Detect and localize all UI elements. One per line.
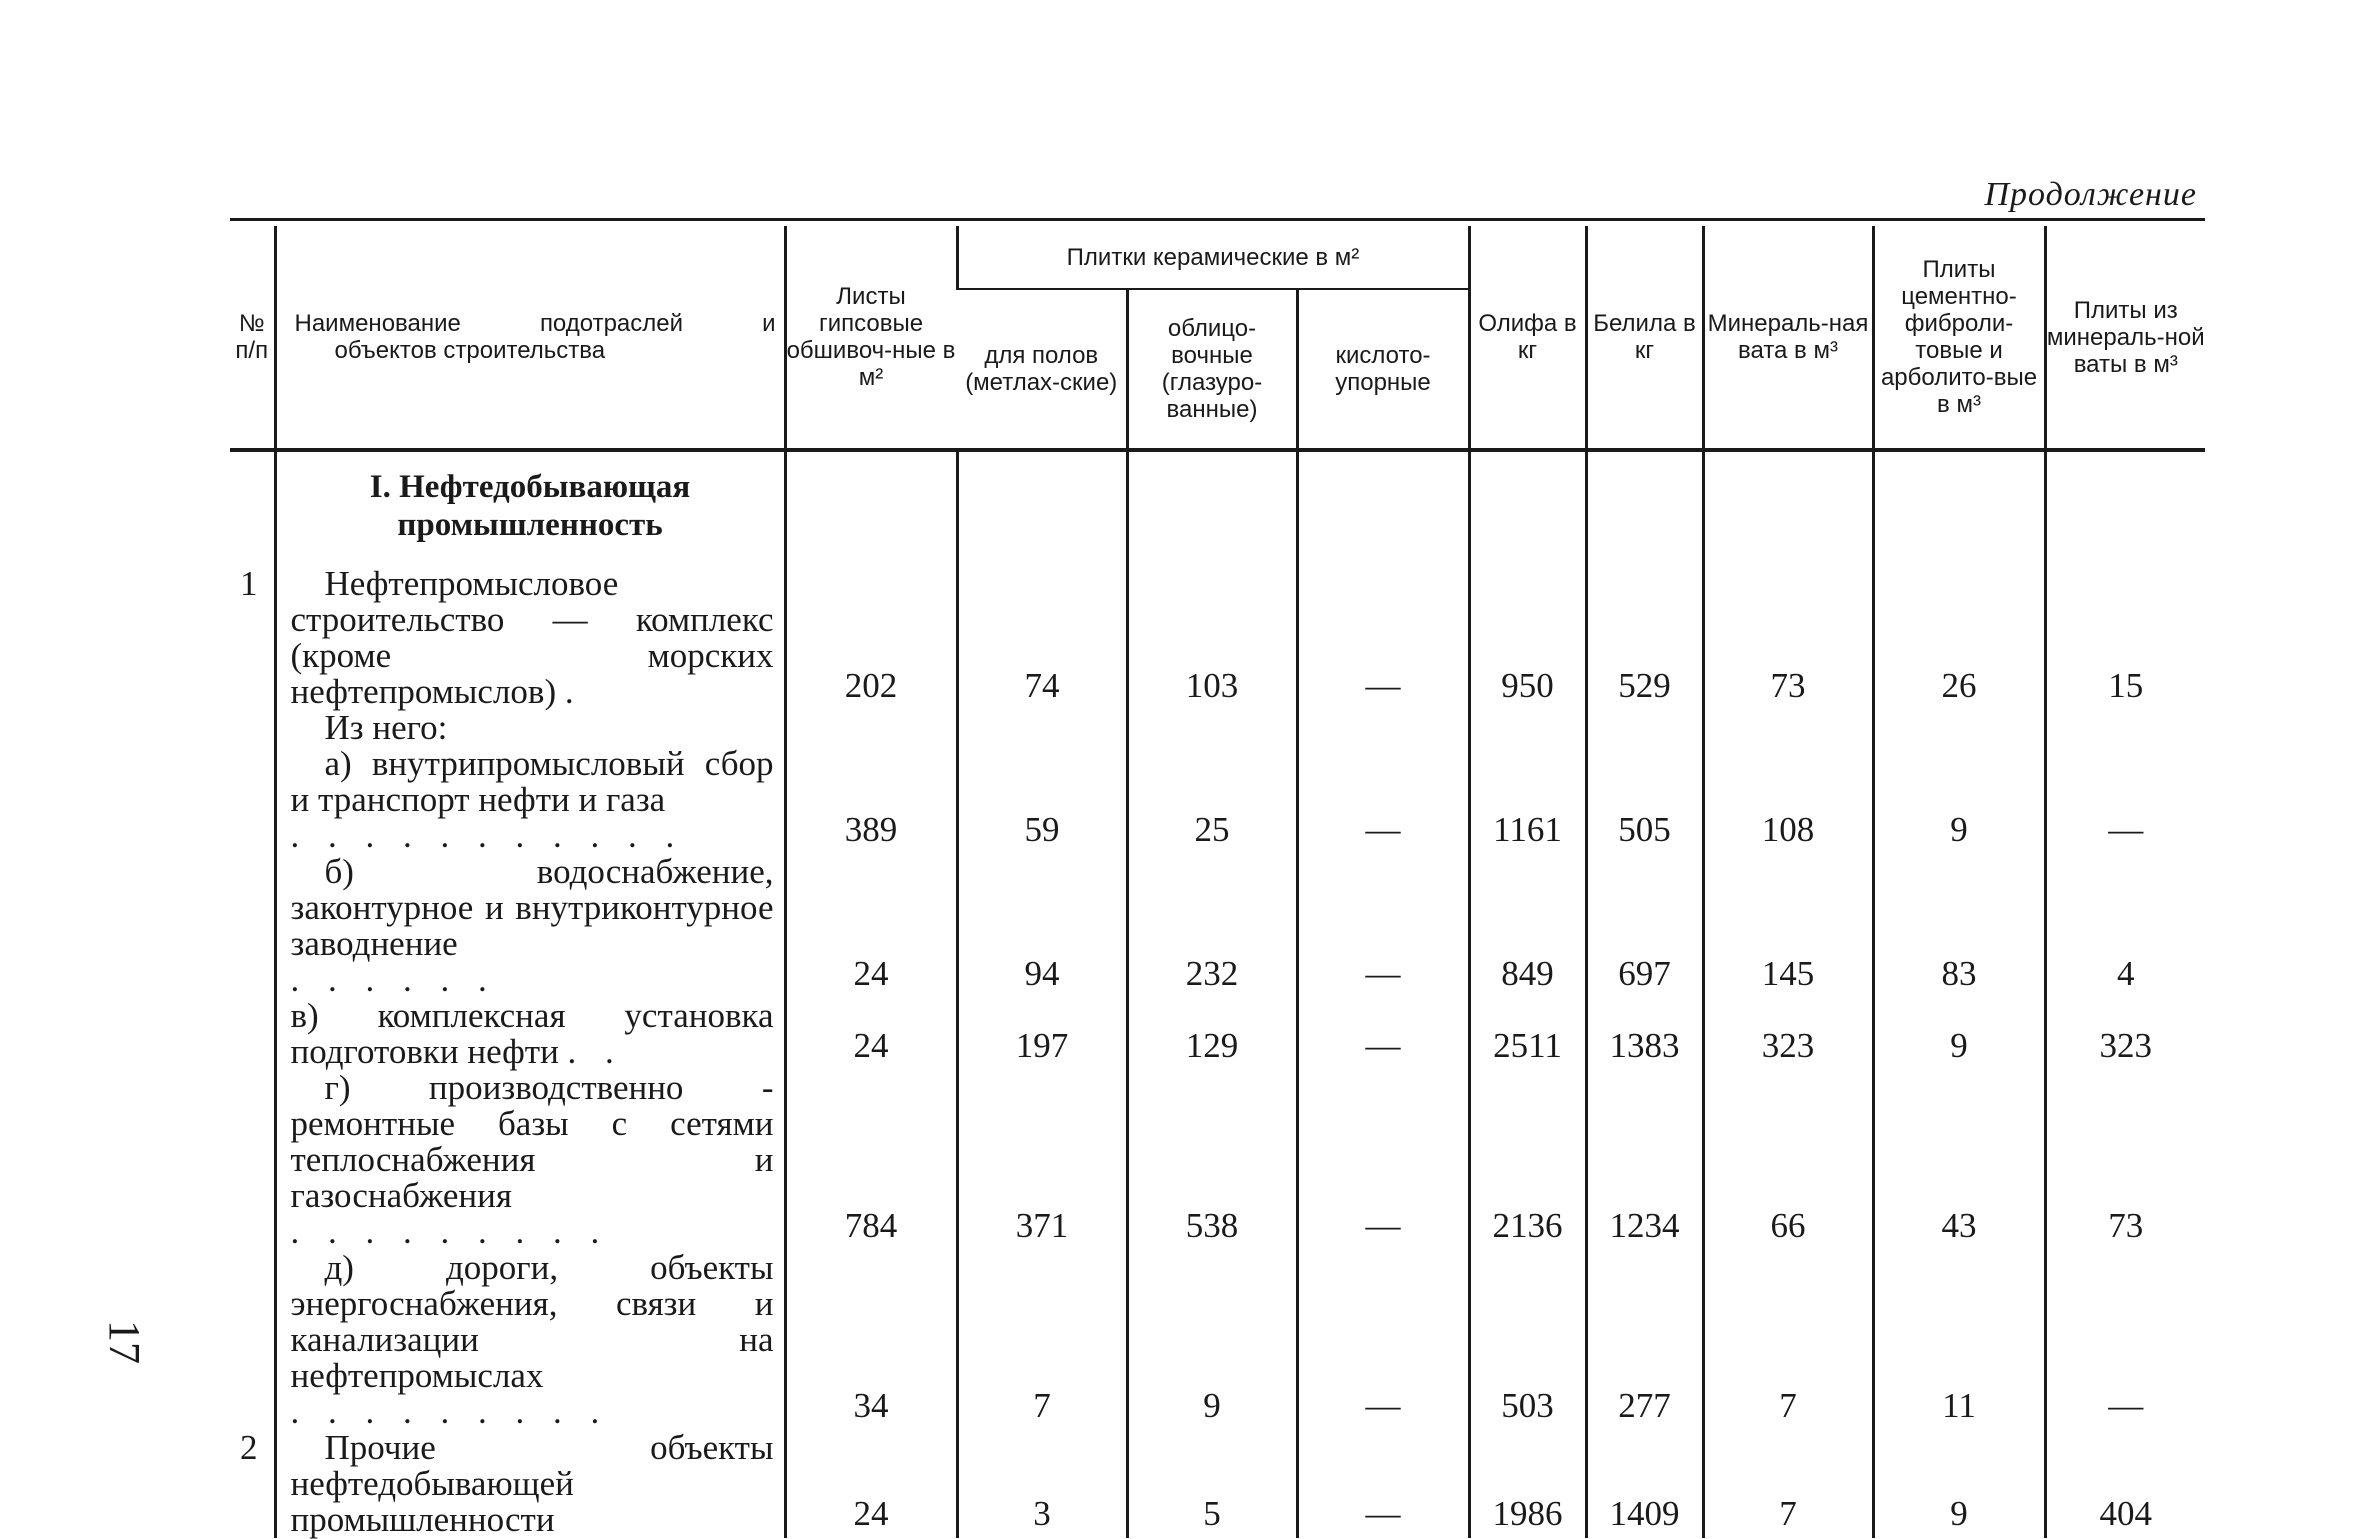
cell-gypsum: 202 [785,566,957,710]
cell-olifa: 1161 [1469,746,1586,854]
cell-gypsum: 24 [785,998,957,1070]
materials-table [230,226,2205,1538]
cell-facing: 129 [1127,998,1297,1070]
cell-acid: — [1297,1070,1469,1250]
header-acid: кислото-упорные [1297,289,1469,450]
cell-acid: — [1297,998,1469,1070]
header-name-part: Наименование [294,310,461,337]
header-gypsum: Листы гипсовые обшивоч-ные в м² [785,226,957,450]
cell-gypsum: 34 [785,1250,957,1430]
cell-cement: 9 [1873,746,2045,854]
cell-floor: 3 [957,1430,1127,1538]
cell-floor: 197 [957,998,1127,1070]
row-name [275,566,785,710]
cell-facing: 232 [1127,854,1297,998]
header-name-part: и [762,310,776,337]
cell-facing: 9 [1127,1250,1297,1430]
row-name-text: Прочие объекты нефтедобывающей промышленности [290,1428,774,1539]
cell-wool: 7 [1703,1430,1873,1538]
cell-white: 277 [1586,1250,1703,1430]
cell-acid: — [1297,1430,1469,1538]
cell-cement: 83 [1873,854,2045,998]
header-white: Белила в кг [1586,226,1703,450]
cell-olifa: 950 [1469,566,1586,710]
cell-wool: 145 [1703,854,1873,998]
top-rule [230,218,2205,221]
cell-gypsum: 24 [785,854,957,998]
cell-cement: 26 [1873,566,2045,710]
table-row [230,746,2205,854]
cell-facing: 5 [1127,1430,1297,1538]
header-cement: Плиты цементно-фиброли-товые и арболито-вые в м³ [1873,226,2045,450]
cell-acid: — [1297,854,1469,998]
row-number: 1 [240,564,258,603]
header-olifa: Олифа в кг [1469,226,1586,450]
header-wool: Минераль-ная вата в м³ [1703,226,1873,450]
table-row [230,710,2205,746]
cell-acid: — [1297,746,1469,854]
section-title: I. Нефтедобывающая промышленность [369,469,691,543]
table-row [230,998,2205,1070]
cell-gypsum: 24 [785,1430,957,1538]
leader-dots: . . [567,1032,624,1071]
row-extra-text: Из него: [324,708,448,747]
cell-floor: 94 [957,854,1127,998]
cell-floor: 7 [957,1250,1127,1430]
cell-cement: 9 [1873,1430,2045,1538]
cell-wool-plates: — [2045,746,2205,854]
leader-dots: . . . . . . . . . [290,1392,610,1431]
cell-wool-plates: 73 [2045,1070,2205,1250]
leader-dots: . . . . . . . . . [290,1212,610,1251]
cell-white: 1409 [1586,1430,1703,1538]
table-row [230,1250,2205,1430]
page-number: 17 [100,1320,149,1364]
cell-wool-plates: 15 [2045,566,2205,710]
cell-wool: 323 [1703,998,1873,1070]
row-number: 2 [240,1428,258,1467]
cell-white: 697 [1586,854,1703,998]
cell-facing: 25 [1127,746,1297,854]
cell-white: 1383 [1586,998,1703,1070]
cell-cement: 9 [1873,998,2045,1070]
cell-olifa: 503 [1469,1250,1586,1430]
cell-cement: 43 [1873,1070,2045,1250]
header-wool-plates: Плиты из минераль-ной ваты в м³ [2045,226,2205,450]
leader-dots: . . . . . . . . . . . [290,816,685,855]
cell-white: 505 [1586,746,1703,854]
cell-acid: — [1297,1250,1469,1430]
leader-dots: . . . . . . [290,960,497,999]
cell-facing: 103 [1127,566,1297,710]
header-ceramic-group: Плитки керамические в м² [957,226,1469,289]
cell-white: 1234 [1586,1070,1703,1250]
cell-olifa: 1986 [1469,1430,1586,1538]
cell-floor: 371 [957,1070,1127,1250]
cell-wool: 108 [1703,746,1873,854]
cell-acid: — [1297,566,1469,710]
cell-gypsum: 389 [785,746,957,854]
row-extra [275,710,785,746]
cell-olifa: 2511 [1469,998,1586,1070]
header-facing: облицо-вочные (глазуро-ванные) [1127,289,1297,450]
table-row [230,854,2205,998]
cell-floor: 59 [957,746,1127,854]
row-name-text: Нефтепромысловое строительство — комплекс (кроме морских нефтепромыслов) . [290,564,774,711]
row-name-text: д) дороги, объекты энергоснабжения, связи и канализации на нефтепромыслах [290,1248,774,1395]
row-name-text: б) водоснабжение, законтурное и внутриконтурное заводнение [290,852,774,963]
row-name-text: в) комплексная установка подготовки нефти [290,996,774,1071]
cell-floor: 74 [957,566,1127,710]
cell-gypsum: 784 [785,1070,957,1250]
header-name-line2: объектов строительства [334,337,606,364]
cell-wool-plates: 404 [2045,1430,2205,1538]
header-name [275,226,785,450]
header-no: № п/п [235,310,269,364]
table-row [230,1430,2205,1538]
cell-wool: 73 [1703,566,1873,710]
cell-wool-plates: 4 [2045,854,2205,998]
cell-cement: 11 [1873,1250,2045,1430]
header-name-part: подотраслей [539,310,684,337]
cell-wool-plates: — [2045,1250,2205,1430]
cell-white: 529 [1586,566,1703,710]
cell-wool: 7 [1703,1250,1873,1430]
continuation-label: Продолжение [1984,176,2197,213]
cell-facing: 538 [1127,1070,1297,1250]
row-name-text: г) производственно - ремонтные базы с сетями теплоснабжения и газоснабжения [290,1068,774,1215]
table-row [230,1070,2205,1250]
row-name-text: а) внутрипромысловый сбор и транспорт нефти и газа [290,744,774,819]
header-floor: для полов (метлах-ские) [965,342,1118,396]
cell-olifa: 2136 [1469,1070,1586,1250]
cell-olifa: 849 [1469,854,1586,998]
cell-wool-plates: 323 [2045,998,2205,1070]
table-row [230,566,2205,710]
cell-wool: 66 [1703,1070,1873,1250]
